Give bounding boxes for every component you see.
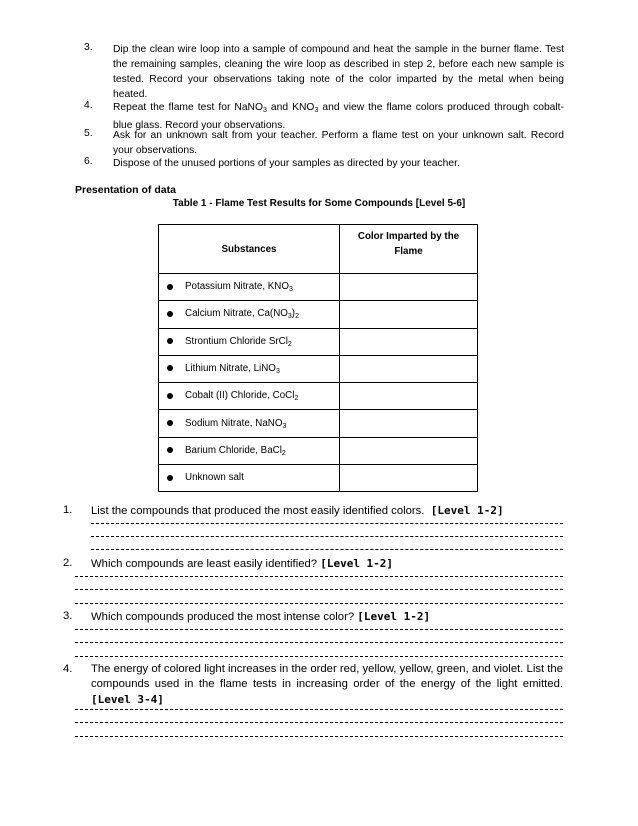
substance-cell bbox=[159, 437, 340, 464]
answer-line[interactable] bbox=[75, 709, 563, 710]
substance-cell bbox=[159, 383, 340, 410]
answer-line[interactable] bbox=[75, 736, 563, 737]
substance-name: Lithium Nitrate, LiNO$_3$ bbox=[185, 363, 280, 376]
bullet-icon bbox=[167, 338, 173, 344]
substance-name: Cobalt (II) Chloride, CoCl$_2$ bbox=[185, 390, 299, 403]
substance-cell bbox=[159, 328, 340, 355]
answer-line[interactable] bbox=[75, 603, 563, 604]
question-1-number: 1. bbox=[63, 504, 73, 516]
substance-cell bbox=[159, 355, 340, 382]
color-cell[interactable] bbox=[340, 383, 478, 410]
bullet-icon bbox=[167, 284, 173, 290]
substance-cell bbox=[159, 301, 340, 328]
answer-line[interactable] bbox=[91, 523, 563, 524]
step-number: 4. bbox=[84, 100, 93, 111]
question-3-text: Which compounds produced the most intense color? [Level 1-2] bbox=[91, 610, 431, 623]
color-cell[interactable] bbox=[340, 355, 478, 382]
answer-line[interactable] bbox=[75, 656, 563, 657]
answer-line[interactable] bbox=[75, 722, 563, 723]
step-number: 3. bbox=[84, 42, 93, 53]
substance-name: Unknown salt bbox=[185, 472, 244, 484]
bullet-icon bbox=[167, 365, 173, 371]
color-cell[interactable] bbox=[340, 437, 478, 464]
bullet-icon bbox=[167, 311, 173, 317]
question-4-text: The energy of colored light increases in the order red, yellow, yellow, green, and violet. List the compounds used in the flame tests in increasing order of the energy of the light emitted. [Level 3-4] bbox=[91, 663, 563, 706]
color-cell[interactable] bbox=[340, 328, 478, 355]
substance-name: Sodium Nitrate, NaNO$_3$ bbox=[185, 417, 287, 430]
answer-line[interactable] bbox=[75, 576, 563, 577]
bullet-icon bbox=[167, 420, 173, 426]
table-row bbox=[159, 355, 478, 382]
answer-line[interactable] bbox=[75, 629, 563, 630]
color-cell[interactable] bbox=[340, 410, 478, 437]
table-row bbox=[159, 328, 478, 355]
answer-line[interactable] bbox=[91, 549, 563, 550]
table-row bbox=[159, 437, 478, 464]
question-2-text: Which compounds are least easily identified? [Level 1-2] bbox=[91, 557, 394, 570]
bullet-icon bbox=[167, 475, 173, 481]
step-text: Dip the clean wire loop into a sample of compound and heat the sample in the burner flame. Test the remaining samples, cleaning the wire loop as described in step 2, before each new sample is tested. Record your observations taking note of the color imparted by the metal when being heated. bbox=[113, 44, 564, 100]
step-text: Ask for an unknown salt from your teacher. Perform a flame test on your unknown salt. Record your observations. bbox=[113, 130, 564, 156]
answer-line[interactable] bbox=[91, 536, 563, 537]
answer-line[interactable] bbox=[75, 642, 563, 643]
bullet-icon bbox=[167, 447, 173, 453]
bullet-icon bbox=[167, 393, 173, 399]
question-4-number: 4. bbox=[63, 663, 73, 675]
substance-cell bbox=[159, 274, 340, 301]
substance-cell bbox=[159, 465, 340, 492]
table-row bbox=[159, 383, 478, 410]
answer-line[interactable] bbox=[75, 589, 563, 590]
table-row bbox=[159, 410, 478, 437]
substance-name: Strontium Chloride SrCl$_2$ bbox=[185, 335, 292, 348]
step-text: Repeat the flame test for NaNO$_3$ and $KNO_3$ and view the flame colors produced through cobalt-blue glass. Record your observations. bbox=[113, 102, 564, 131]
table-caption: Table 1 - Flame Test Results for Some Compounds [Level 5-6] bbox=[172, 198, 466, 209]
substance-name: Barium Chloride, BaCl$_2$ bbox=[185, 444, 286, 457]
color-cell[interactable] bbox=[340, 301, 478, 328]
table-row bbox=[159, 274, 478, 301]
table-header-row bbox=[159, 225, 478, 274]
color-cell[interactable] bbox=[340, 274, 478, 301]
flame-test-table bbox=[158, 224, 478, 492]
question-1-text: List the compounds that produced the most easily identified colors. [Level 1-2] bbox=[91, 504, 504, 517]
question-2-number: 2. bbox=[63, 557, 73, 569]
substances-header: Substances bbox=[159, 225, 340, 274]
section-heading: Presentation of data bbox=[75, 184, 176, 196]
substance-name: Potassium Nitrate, $KNO_3$ bbox=[185, 281, 293, 294]
question-3-number: 3. bbox=[63, 610, 73, 622]
table-row bbox=[159, 301, 478, 328]
substance-cell bbox=[159, 410, 340, 437]
color-cell[interactable] bbox=[340, 465, 478, 492]
step-text: Dispose of the unused portions of your samples as directed by your teacher. bbox=[113, 158, 460, 169]
step-number: 6. bbox=[84, 156, 93, 167]
step-number: 5. bbox=[84, 128, 93, 139]
table-row bbox=[159, 465, 478, 492]
substance-name: Calcium Nitrate, $Ca(NO_3)_2$ bbox=[185, 308, 299, 321]
color-header: Color Imparted by the Flame bbox=[340, 225, 478, 274]
